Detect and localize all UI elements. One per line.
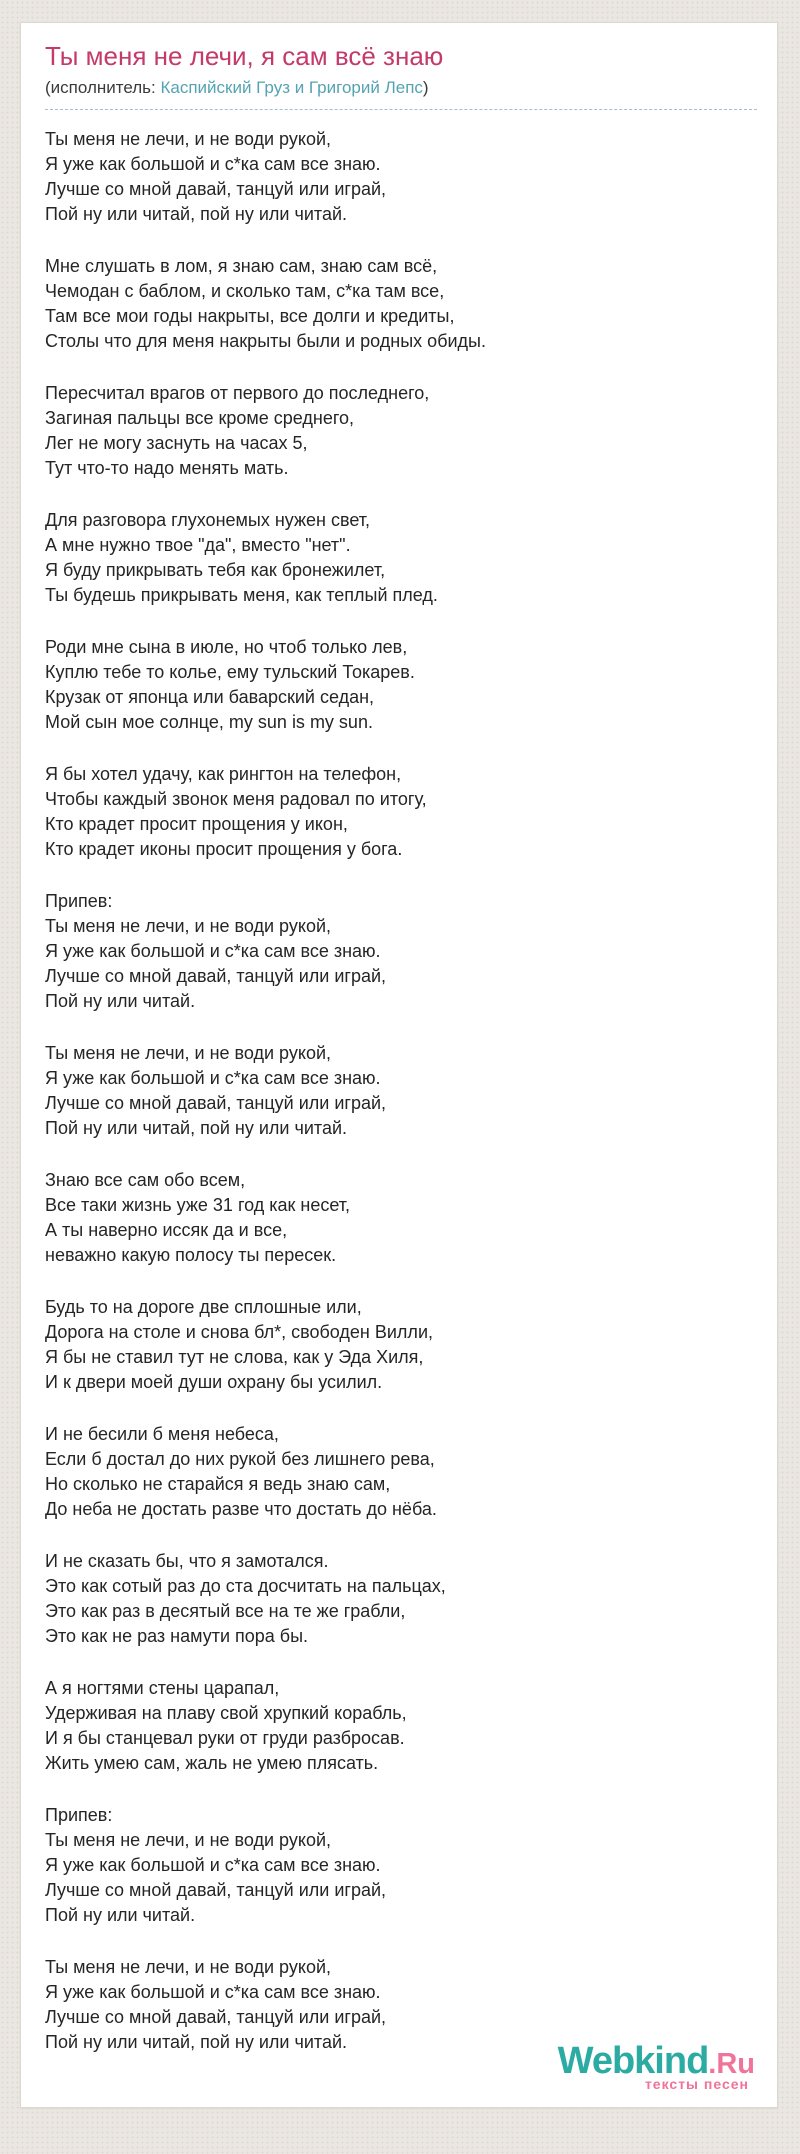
lyric-line: Чемодан с баблом, и сколько там, с*ка там все, [45, 281, 445, 301]
lyric-line: Я уже как большой и с*ка сам все знаю. [45, 1982, 381, 2002]
lyric-line: Для разговора глухонемых нужен свет, [45, 510, 370, 530]
lyric-line: Я уже как большой и с*ка сам все знаю. [45, 1855, 381, 1875]
lyric-line: Пересчитал врагов от первого до последнего, [45, 383, 430, 403]
artist-label-close: ) [422, 78, 429, 97]
lyric-line: Пой ну или читай, пой ну или читай. [45, 204, 348, 224]
stanza [45, 1295, 757, 1395]
artist-link[interactable]: Каспийский Груз и Григорий Лепс [160, 78, 423, 97]
webkind-logo-wordmark: Webkind [557, 2040, 709, 2082]
lyric-line: Пой ну или читай. [45, 991, 196, 1011]
stanza [45, 254, 757, 354]
lyric-line: Лучше со мной давай, танцуй или играй, [45, 2007, 387, 2027]
lyric-line: Все таки жизнь уже 31 год как несет, [45, 1195, 351, 1215]
lyric-line: И я бы станцевал руки от груди разбросав. [45, 1728, 405, 1748]
lyric-line: Я уже как большой и с*ка сам все знаю. [45, 1068, 381, 1088]
stanza [45, 381, 757, 481]
stanza [45, 635, 757, 735]
lyric-line: Если б достал до них рукой без лишнего рева, [45, 1449, 435, 1469]
lyric-line: Куплю тебе то колье, ему тульский Токарев. [45, 662, 415, 682]
lyric-line: Кто крадет просит прощения у икон, [45, 814, 348, 834]
webkind-logo-tagline: тексты песен [644, 2076, 749, 2092]
lyric-line: Загиная пальцы все кроме среднего, [45, 408, 355, 428]
lyric-line: Это как сотый раз до ста досчитать на пальцах, [45, 1576, 446, 1596]
lyric-line: Пой ну или читай, пой ну или читай. [45, 2032, 348, 2052]
lyric-line: Лучше со мной давай, танцуй или играй, [45, 1093, 387, 1113]
stanza [45, 1422, 757, 1522]
lyric-line: Припев: [45, 891, 113, 911]
lyric-line: Пой ну или читай, пой ну или читай. [45, 1118, 348, 1138]
lyric-line: Роди мне сына в июле, но чтоб только лев, [45, 637, 408, 657]
lyric-line: Крузак от японца или баварский седан, [45, 687, 375, 707]
lyric-line: И к двери моей души охрану бы усилил. [45, 1372, 383, 1392]
stanza [45, 889, 757, 1014]
webkind-logo[interactable] [558, 2042, 755, 2091]
artist-line [45, 78, 757, 110]
lyric-line: Ты меня не лечи, и не води рукой, [45, 1043, 332, 1063]
lyric-line: Я бы не ставил тут не слова, как у Эда Хиля, [45, 1347, 424, 1367]
lyric-line: Ты будешь прикрывать меня, как теплый плед. [45, 585, 438, 605]
webkind-logo-ru-suffix: .Ru [708, 2048, 755, 2080]
stanza [45, 1168, 757, 1268]
page-header [45, 41, 757, 110]
lyric-line: Я уже как большой и с*ка сам все знаю. [45, 154, 381, 174]
artist-label: (исполнитель: [45, 78, 161, 97]
lyric-line: А мне нужно твое "да", вместо "нет". [45, 535, 351, 555]
lyric-line: Знаю все сам обо всем, [45, 1170, 246, 1190]
lyric-line: Мой сын мое солнце, my sun is my sun. [45, 712, 373, 732]
lyric-line: Лег не могу заснуть на часах 5, [45, 433, 308, 453]
lyric-line: Лучше со мной давай, танцуй или играй, [45, 1880, 387, 1900]
lyric-line: Лучше со мной давай, танцуй или играй, [45, 179, 387, 199]
lyric-line: Там все мои годы накрыты, все долги и кредиты, [45, 306, 455, 326]
stanza [45, 1549, 757, 1649]
lyric-line: Но сколько не старайся я ведь знаю сам, [45, 1474, 391, 1494]
lyric-line: Мне слушать в лом, я знаю сам, знаю сам всё, [45, 256, 438, 276]
lyric-line: Это как раз в десятый все на те же грабли, [45, 1601, 406, 1621]
lyric-line: Ты меня не лечи, и не води рукой, [45, 1957, 332, 1977]
lyric-line: И не бесили б меня небеса, [45, 1424, 279, 1444]
lyric-line: Припев: [45, 1805, 113, 1825]
lyric-line: Удерживая на плаву свой хрупкий корабль, [45, 1703, 407, 1723]
stanza [45, 762, 757, 862]
lyric-line: Будь то на дороге две сплошные или, [45, 1297, 362, 1317]
lyric-line: Пой ну или читай. [45, 1905, 196, 1925]
lyric-line: Ты меня не лечи, и не води рукой, [45, 1830, 332, 1850]
page-title: Ты меня не лечи, я сам всё знаю [45, 41, 444, 71]
lyric-line: Тут что-то надо менять мать. [45, 458, 289, 478]
lyric-line: Жить умею сам, жаль не умею плясать. [45, 1753, 379, 1773]
lyrics-card [20, 22, 778, 2108]
lyric-line: А ты наверно иссяк да и все, [45, 1220, 288, 1240]
stanza [45, 508, 757, 608]
lyrics [45, 110, 757, 2055]
lyric-line: А я ногтями стены царапал, [45, 1678, 280, 1698]
lyric-line: Столы что для меня накрыты были и родных обиды. [45, 331, 486, 351]
lyric-line: Это как не раз намути пора бы. [45, 1626, 309, 1646]
stanza [45, 1803, 757, 1928]
lyric-line: Дорога на столе и снова бл*, свободен Вилли, [45, 1322, 433, 1342]
lyric-line: Ты меня не лечи, и не води рукой, [45, 129, 332, 149]
lyric-line: Я уже как большой и с*ка сам все знаю. [45, 941, 381, 961]
stanza [45, 1676, 757, 1776]
lyric-line: Лучше со мной давай, танцуй или играй, [45, 966, 387, 986]
lyric-line: неважно какую полосу ты пересек. [45, 1245, 337, 1265]
lyric-line: Ты меня не лечи, и не води рукой, [45, 916, 332, 936]
stanza [45, 127, 757, 227]
lyric-line: И не сказать бы, что я замотался. [45, 1551, 329, 1571]
lyric-line: Я буду прикрывать тебя как бронежилет, [45, 560, 386, 580]
lyric-line: Кто крадет иконы просит прощения у бога. [45, 839, 403, 859]
stanza [45, 1041, 757, 1141]
lyric-line: Я бы хотел удачу, как рингтон на телефон, [45, 764, 402, 784]
lyric-line: До неба не достать разве что достать до нёба. [45, 1499, 437, 1519]
lyric-line: Чтобы каждый звонок меня радовал по итогу, [45, 789, 427, 809]
